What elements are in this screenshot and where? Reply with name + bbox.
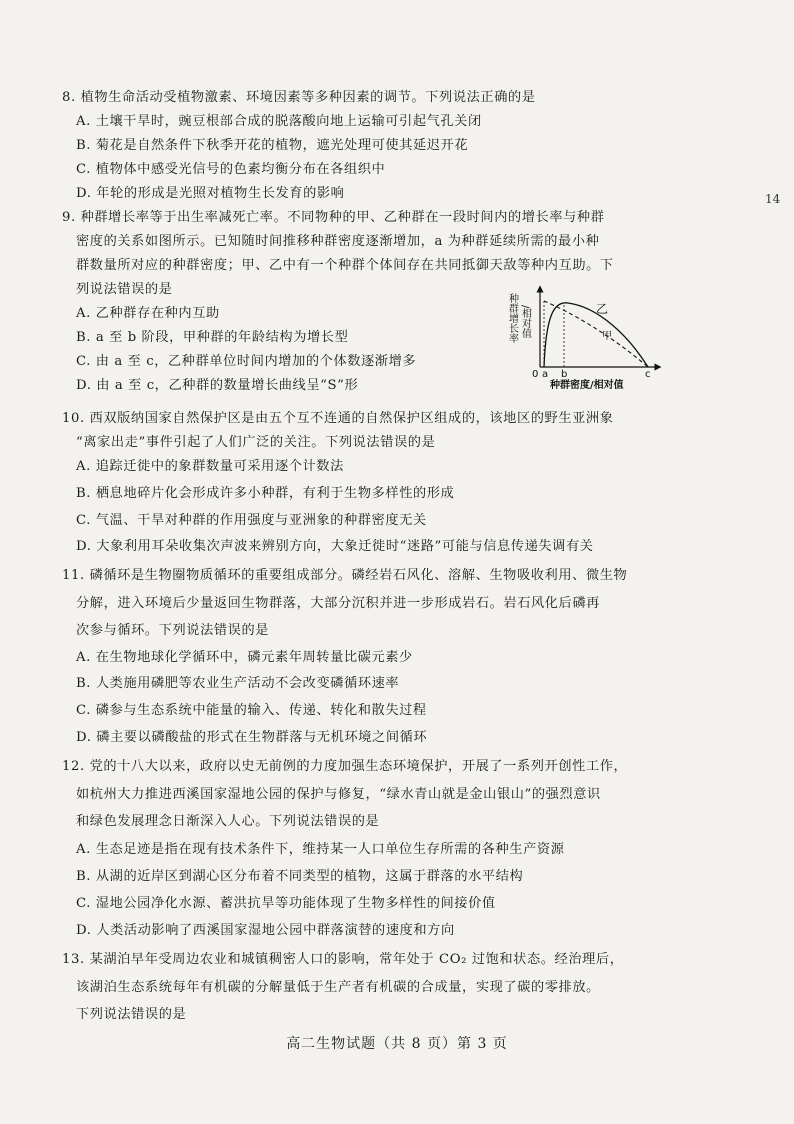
q11-option-c: C. 磷参与生态系统中能量的输入、传递、转化和散失过程 [76,703,427,718]
q10-option-c: C. 气温、干旱对种群的作用强度与亚洲象的种群密度无关 [76,513,427,528]
q11-stem-line-3: 次参与循环。下列说法错误的是 [76,623,270,638]
q12-option-b: B. 从湖的近岸区到湖心区分布着不同类型的植物，这属于群落的水平结构 [76,869,524,884]
q11-option-b: B. 人类施用磷肥等农业生产活动不会改变磷循环速率 [76,676,400,691]
q9-stem-line-3: 群数量所对应的种群密度；甲、乙中有一个种群个体间存在共同抵御天敌等种内互助。下 [76,258,614,273]
q9-stem-line-4: 列说法错误的是 [76,282,173,297]
q8-option-b: B. 菊花是自然条件下秋季开花的植物，遮光处理可使其延迟开花 [76,138,469,153]
q12-option-a: A. 生态足迹是指在现有技术条件下，维持某一人口单位生存所需的各种生产资源 [76,842,565,857]
q9-option-c: C. 由 a 至 c，乙种群单位时间内增加的个体数逐渐增多 [76,354,417,369]
origin-label: 0 [532,369,539,380]
q11-stem-line-1: 11. 磷循环是生物圈物质循环的重要组成部分。磷经岩石风化、溶解、生物吸收利用、微生物 [62,568,628,583]
y-axis-label-2: /相对值 [519,305,531,339]
q13-stem-line-2: 该湖泊生态系统每年有机碳的分解量低于生产者有机碳的合成量，实现了碳的零排放。 [76,980,600,995]
curve-jia-label: 甲 [602,331,612,342]
q9-option-b: B. a 至 b 阶段，甲种群的年龄结构为增长型 [76,330,349,345]
q12-option-d: D. 人类活动影响了西溪国家湿地公园中群落演替的速度和方向 [76,923,455,938]
x-axis-label: 种群密度/相对值 [550,380,624,390]
q8-option-c: C. 植物体中感受光信号的色素均衡分布在各组织中 [76,162,386,177]
q9-stem-line-1: 9. 种群增长率等于出生率减死亡率。不同物种的甲、乙种群在一段时间内的增长率与种群 [62,210,605,225]
q12-stem-line-3: 和绿色发展理念日渐深入人心。下列说法错误的是 [76,814,380,829]
q12-option-c: C. 湿地公园净化水源、蓄洪抗旱等功能体现了生物多样性的间接价值 [76,896,496,911]
growth-rate-diagram [498,285,663,390]
tick-c: c [645,369,651,380]
q11-option-d: D. 磷主要以磷酸盐的形式在生物群落与无机环境之间循环 [76,730,428,745]
q10-stem-line-1: 10. 西双版纳国家自然保护区是由五个互不连通的自然保护区组成的，该地区的野生亚洲象 [62,411,614,426]
side-margin-mark: 14 [765,192,781,206]
q9-option-d: D. 由 a 至 c，乙种群的数量增长曲线呈“S”形 [76,378,359,393]
q10-stem-line-2: “离家出走”事件引起了人们广泛的关注。下列说法错误的是 [76,435,436,450]
curve-yi-label: 乙 [596,302,609,316]
q12-stem-line-1: 12. 党的十八大以来，政府以史无前例的力度加强生态环境保护，开展了一系列开创性工作， [62,759,628,774]
q11-stem-line-2: 分解，进入环境后少量返回生物群落，大部分沉积并进一步形成岩石。岩石风化后磷再 [76,596,600,611]
q9-option-a: A. 乙种群存在种内互助 [76,306,220,321]
tick-b: b [561,369,568,380]
q9-stem-line-2: 密度的关系如图所示。已知随时间推移种群密度逐渐增加，a 为种群延续所需的最小种 [76,234,600,249]
q10-option-d: D. 大象利用耳朵收集次声波来辨别方向，大象迁徙时“迷路”可能与信息传递失调有关 [76,539,594,554]
q13-stem-line-3: 下列说法错误的是 [76,1007,187,1022]
q13-stem-line-1: 13. 某湖泊早年受周边农业和城镇稠密人口的影响，常年处于 CO₂ 过饱和状态。经治理后， [62,952,624,967]
q12-stem-line-2: 如杭州大力推进西溪国家湿地公园的保护与修复，“绿水青山就是金山银山”的强烈意识 [76,787,601,802]
page-footer: 高二生物试题（共 8 页）第 3 页 [286,1036,508,1052]
tick-a: a [542,369,549,380]
q10-option-b: B. 栖息地碎片化会形成许多小种群，有利于生物多样性的形成 [76,486,455,501]
q8-stem: 8. 植物生命活动受植物激素、环境因素等多种因素的调节。下列说法正确的是 [62,90,536,105]
q10-option-a: A. 追踪迁徙中的象群数量可采用逐个计数法 [76,459,344,474]
q11-option-a: A. 在生物地球化学循环中，磷元素年周转量比碳元素少 [76,650,413,665]
q8-option-d: D. 年轮的形成是光照对植物生长发育的影响 [76,186,345,201]
q8-option-a: A. 土壤干旱时，豌豆根部合成的脱落酸向地上运输可引起气孔关闭 [76,114,482,129]
y-axis-label-1: 种群增长率 [506,293,518,343]
